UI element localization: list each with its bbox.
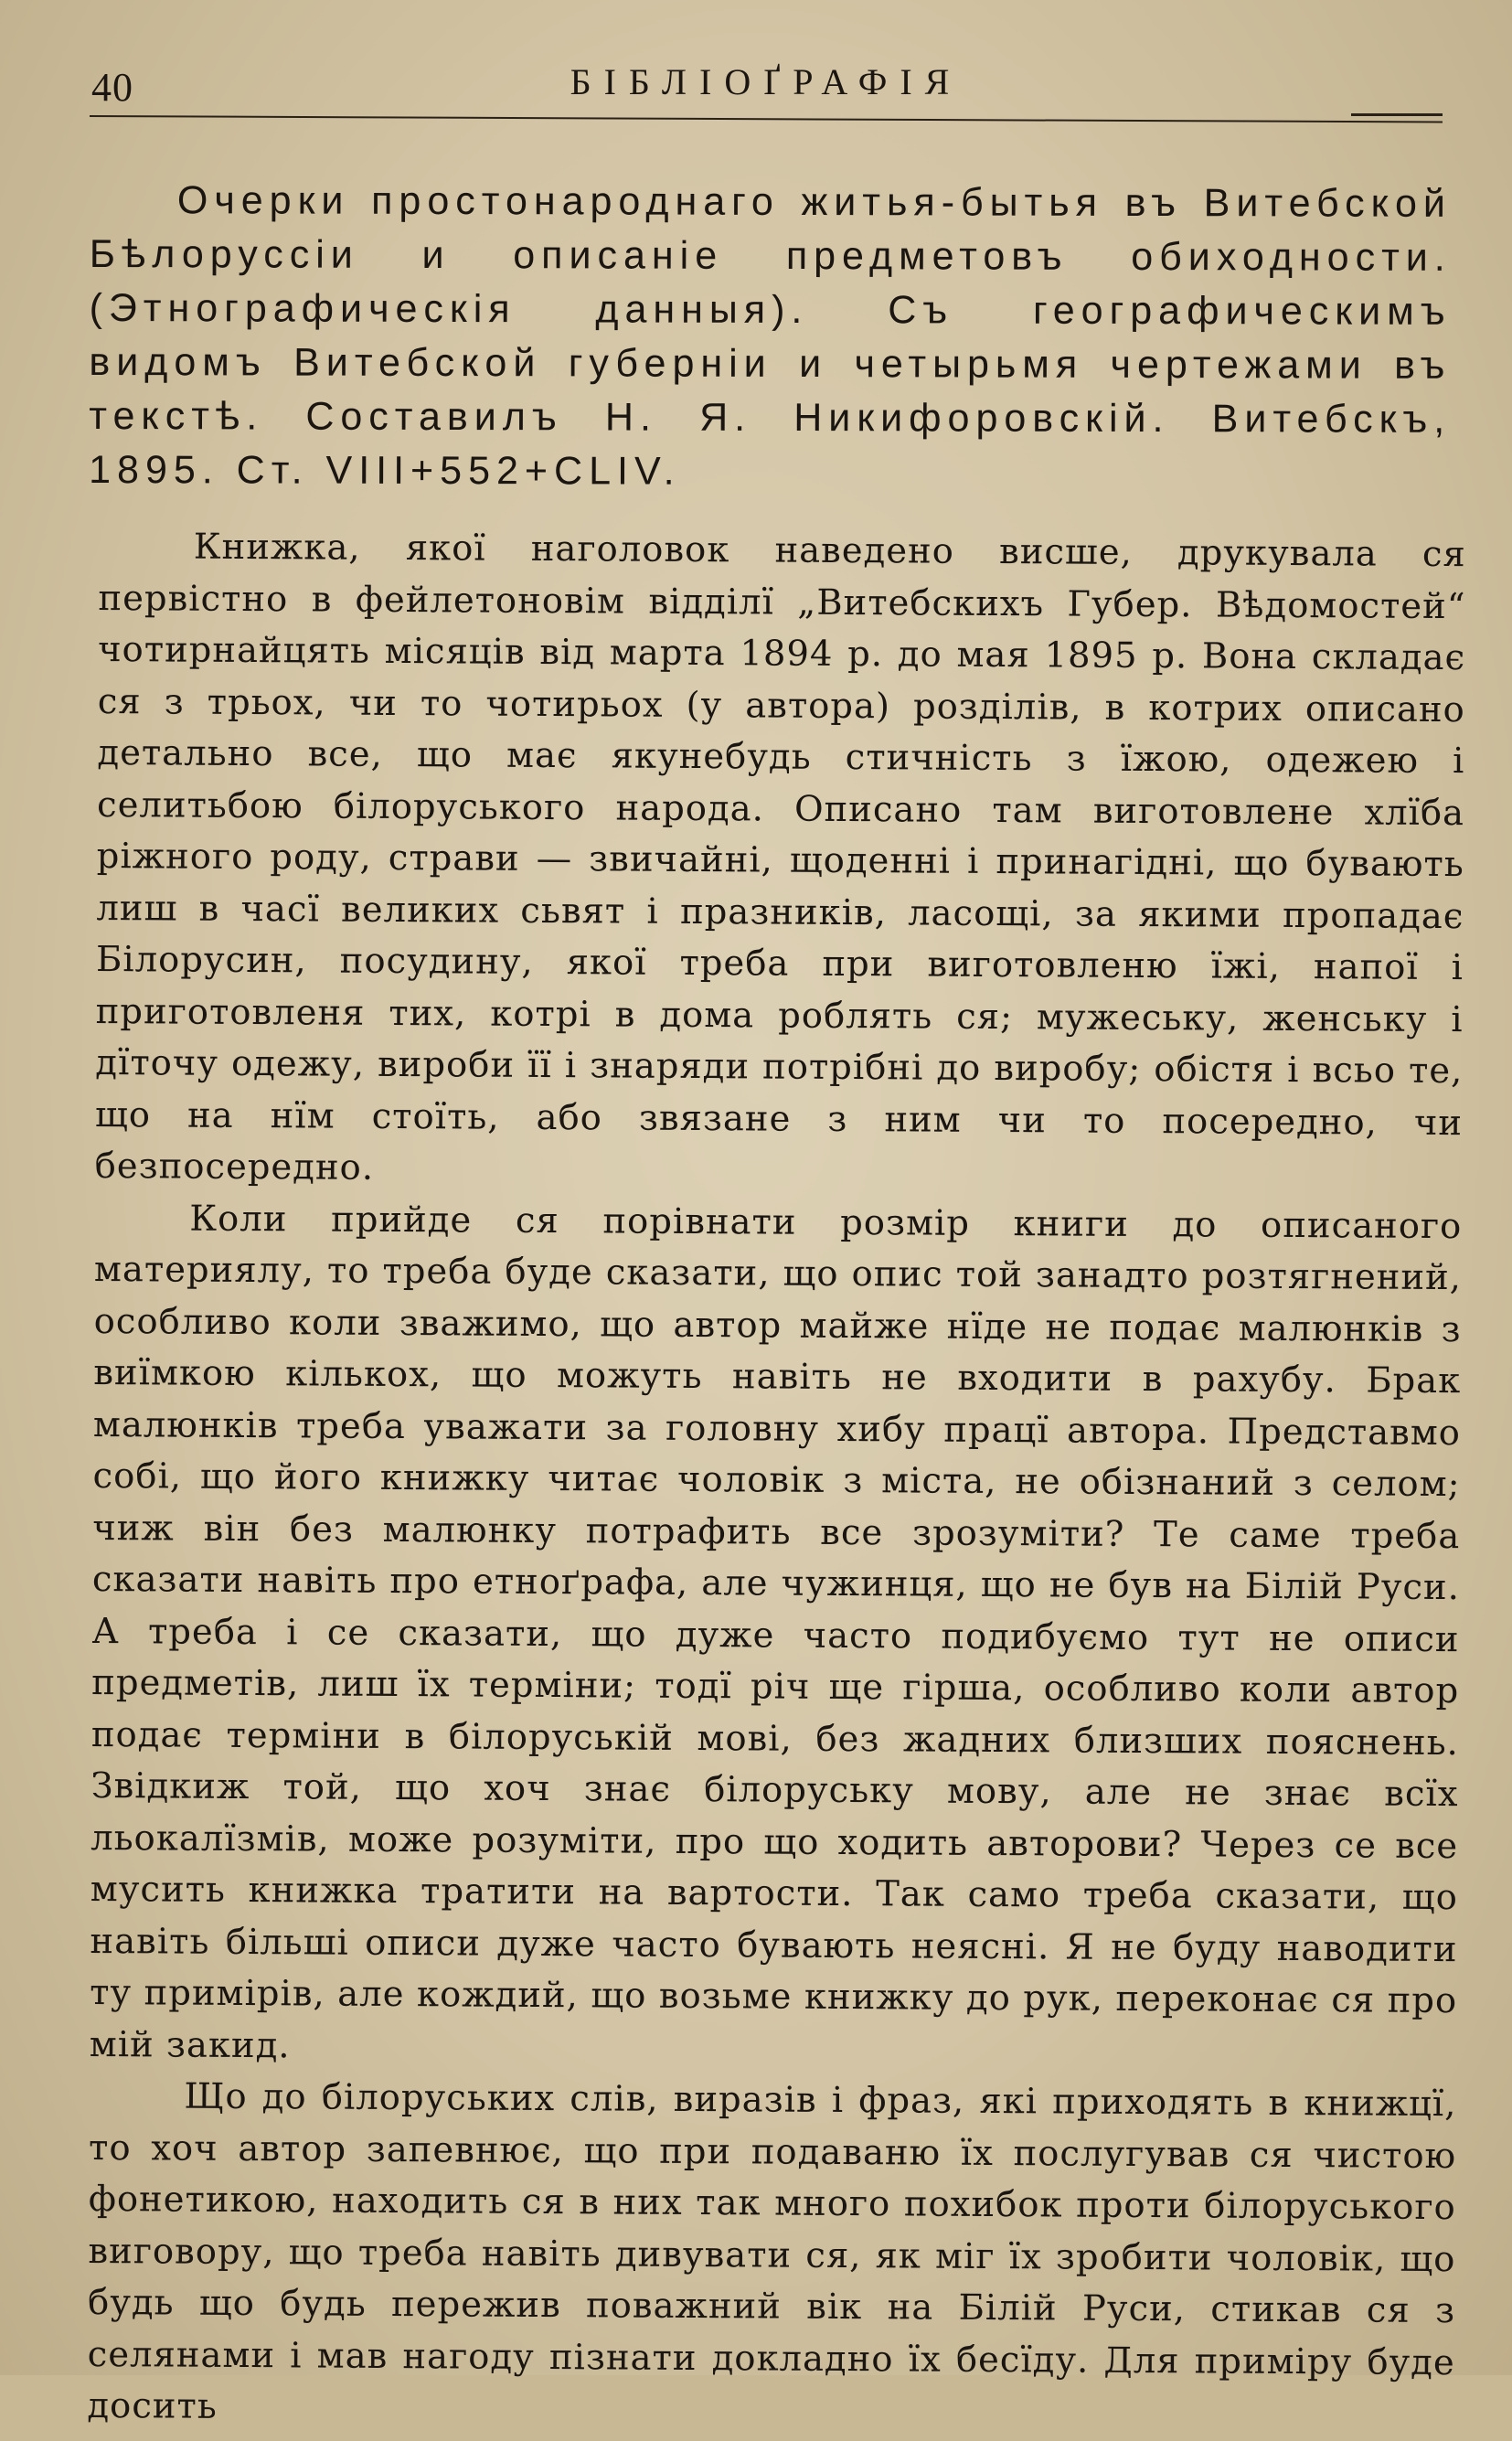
paragraph: Книжка, якої наголовок наведено висше, друкувала ся первістно в фейлетоновім відділї „Витебскихъ Губер. Вѣдомостей“ чотирнайцять місяців від марта 1894 р. до мая 1895 р. Вона складає ся з трьох, чи то чотирьох (у автора) розділів, в котрих описано детально все, що має якунебудь стичність з їжою, одежею і селитьбою білоруського народа. Описано там виготовлене хлїба ріжного роду, страви — звичайні, щоденні і принагідні, що бувають лиш в часї великих сьвят і празників, ласощі, за якими пропадає Білорусин, посудину, якої треба при виготовленю їжі, напої і приготовленя тих, котрі в дома роблять ся; мужеську, женську і дїточу одежу, вироби її і знаряди потрібні до виробу; обістя і всьо те, що на нїм стоїть, або звязане з ним чи то посередно, чи безпосередно.: [94, 526, 1466, 1189]
page-header: [90, 44, 1443, 126]
running-title: БІБЛІОҐРАФІЯ: [570, 61, 963, 102]
paragraph: Коли прийде ся порівнати розмір книги до описаного материялу, то треба буде сказати, що опис той занадто розтягнений, особливо коли зважимо, що автор майже нїде не подає малюнків з виїмкою кількох, що можуть навіть не входити в рахубу. Брак малюнків треба уважати за головну хибу працї автора. Представмо собі, що його книжку читає чоловік з міста, не обізнаний з селом; чиж він без малюнку потрафить все зрозуміти? Те саме треба сказати навіть про етноґрафа, але чужинця, що не був на Білій Руси. А треба і се сказати, що дуже часто подибуємо тут не описи предметів, лиш їх терміни; тодї річ ще гірша, особливо коли автор подає терміни в білоруській мові, без жадних близших пояснень. Звідкиж той, що хоч знає білоруську мову, але не знає всїх льокалїзмів, може розуміти, про що ходить авторови? Через се все мусить книжка тратити на вартости. Так само треба сказати, що навіть більші описи дуже часто бувають неясні. Я не буду наводити ту примірів, але кождий, що возьме книжку до рук, переконає ся про мій закид.: [89, 1198, 1463, 2066]
paragraph: Що до білоруських слів, виразів і фраз, які приходять в книжцї, то хоч автор запевнює, що при подаваню їх послугував ся чистою фонетикою, находить ся в них так много похибок проти білоруського виговору, що треба навіть дивувати ся, як міг їх зробити чоловік, що будь що будь пережив поважний вік на Білій Руси, стикав ся з селянами і мав нагоду пізнати докладно їх бесїду. Для приміру буде досить: [87, 2075, 1457, 2427]
bibliographic-citation: Очерки простонароднаго житья-бытья въ Витебской Бѣлоруссіи и описаніе предметовъ обиходности. (Этнографическія данныя). Съ географическимъ видомъ Витебской губерніи и четырьмя чертежами въ текстѣ. Составилъ Н. Я. Никифоровскій. Витебскъ, 1895. Ст. VIII+552+CLIV.: [89, 178, 1452, 494]
review-body: [87, 521, 1466, 2441]
header-rule: [90, 115, 1443, 123]
page-number: 40: [91, 65, 133, 110]
header-rule-end: [1351, 113, 1443, 116]
